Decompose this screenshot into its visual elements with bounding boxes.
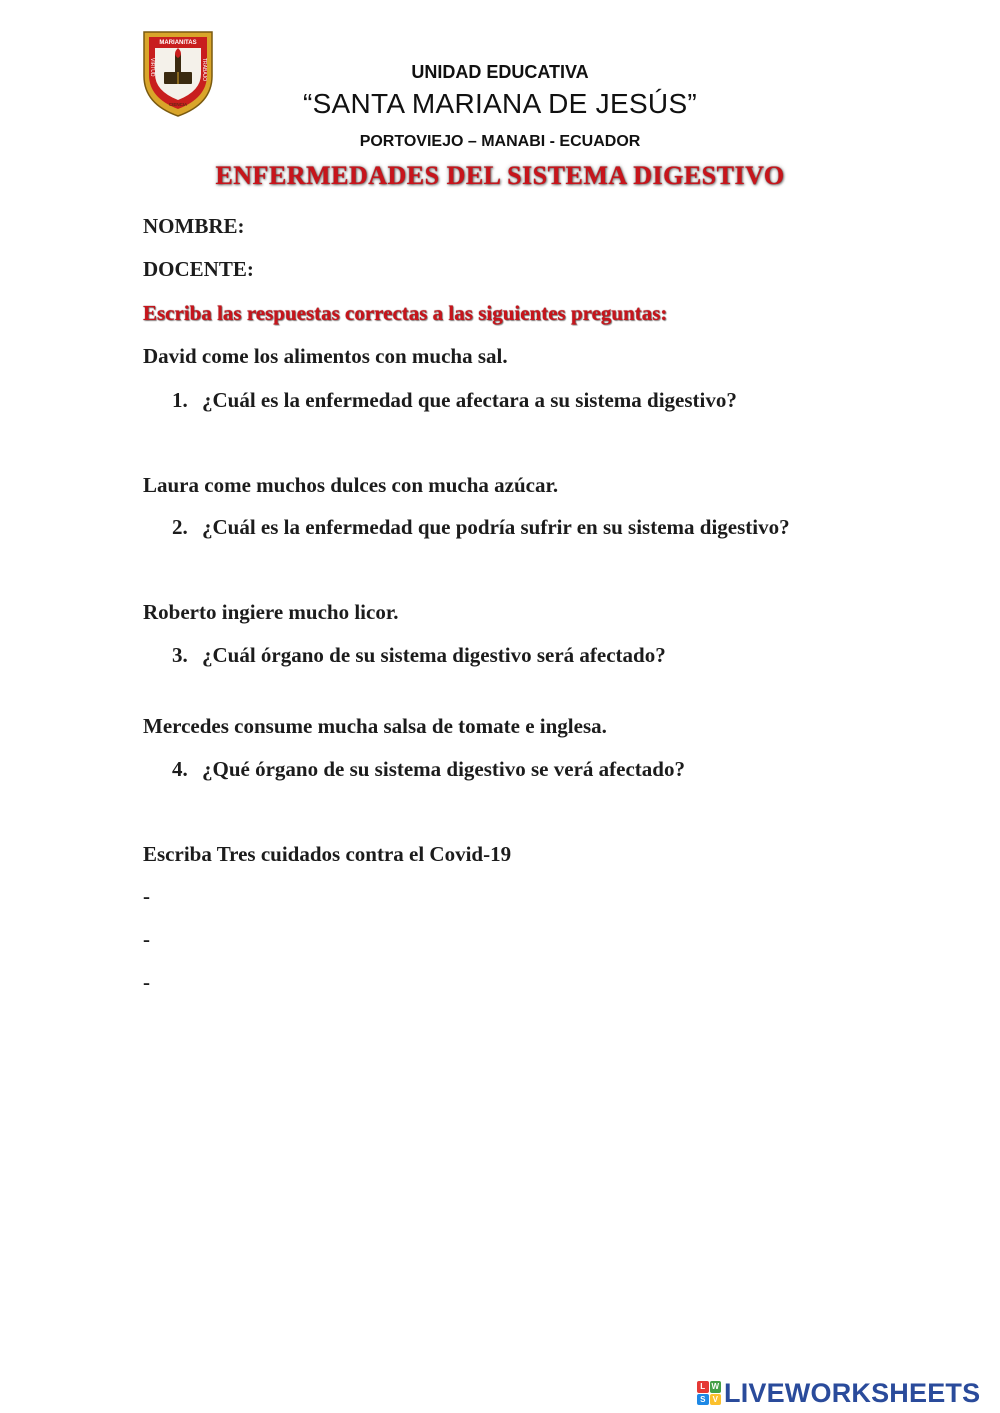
liveworksheets-logo-icon	[697, 1381, 721, 1405]
brand-name: LIVEWORKSHEETS	[724, 1377, 981, 1408]
liveworksheets-brand	[697, 1375, 980, 1411]
question-text: ¿Cuál es la enfermedad que afectara a su sistema digestivo?	[202, 388, 737, 412]
answer-bullet: -	[143, 970, 150, 994]
logo-letter: W	[711, 1382, 720, 1391]
answer-bullet: -	[143, 884, 150, 908]
logo-letter: V	[710, 1394, 722, 1406]
question-item	[172, 757, 685, 782]
worksheet-title: ENFERMEDADES DEL SISTEMA DIGESTIVO	[215, 161, 785, 190]
scenario-text: Laura come muchos dulces con mucha azúcar.	[143, 473, 559, 497]
question-number: 4.	[172, 757, 188, 781]
question-number: 3.	[172, 643, 188, 667]
crest-right-text: TRABAJO	[201, 58, 207, 82]
logo-letter: S	[697, 1394, 709, 1406]
nombre-label: NOMBRE:	[143, 214, 245, 238]
crest-top-text: MARIANITAS	[159, 40, 197, 46]
scenario-text: Mercedes consume mucha salsa de tomate e inglesa.	[143, 714, 607, 738]
question-text: ¿Cuál órgano de su sistema digestivo será afectado?	[202, 643, 666, 667]
question-item	[172, 388, 737, 413]
school-name: “SANTA MARIANA DE JESÚS”	[302, 88, 698, 119]
crest-left-text: VIRTUD	[149, 58, 155, 77]
question-number: 1.	[172, 388, 188, 412]
question-text: ¿Qué órgano de su sistema digestivo se verá afectado?	[202, 757, 685, 781]
scenario-text: David come los alimentos con mucha sal.	[143, 344, 508, 368]
covid-prompt: Escriba Tres cuidados contra el Covid-19	[143, 842, 512, 866]
question-item	[172, 515, 790, 540]
question-text: ¿Cuál es la enfermedad que podría sufrir en su sistema digestivo?	[202, 515, 790, 539]
scenario-text: Roberto ingiere mucho licor.	[143, 600, 399, 624]
instruction-text: Escriba las respuestas correctas a las siguientes preguntas:	[143, 301, 668, 325]
question-item	[172, 643, 666, 668]
logo-letter: L	[697, 1381, 709, 1393]
docente-label: DOCENTE:	[143, 257, 254, 281]
answer-bullet: -	[143, 927, 150, 951]
question-number: 2.	[172, 515, 188, 539]
crest-bottom-text: CIENCIA	[168, 102, 188, 107]
school-location: PORTOVIEJO – MANABI - ECUADOR	[359, 133, 641, 150]
school-type: UNIDAD EDUCATIVA	[411, 62, 589, 82]
